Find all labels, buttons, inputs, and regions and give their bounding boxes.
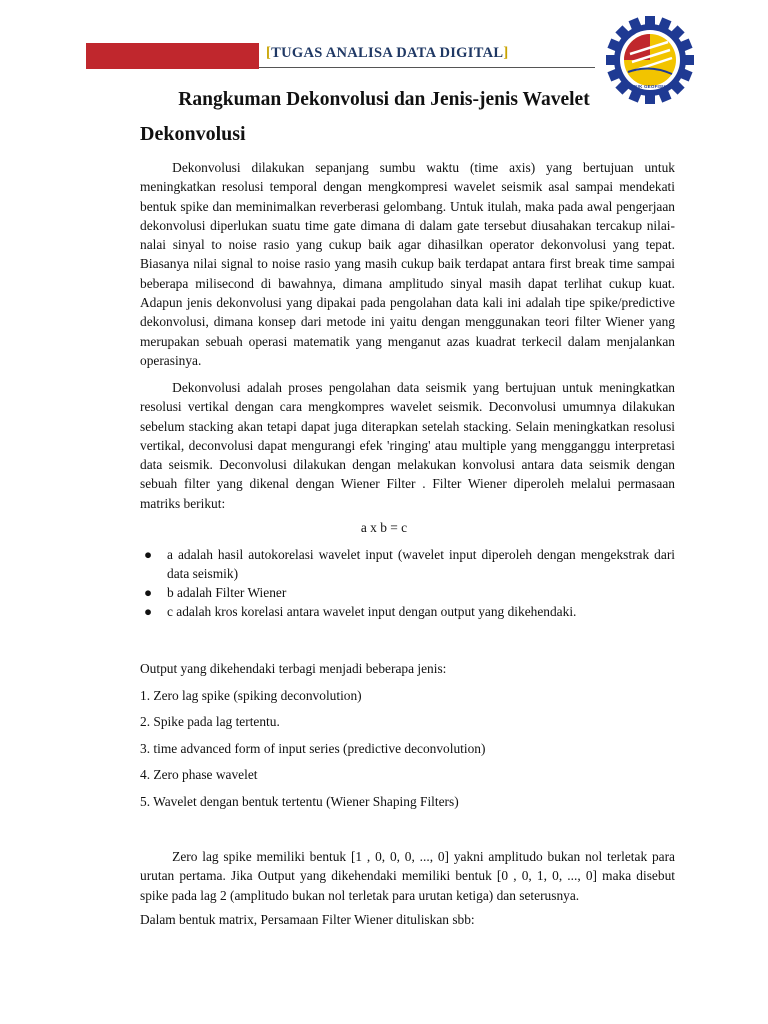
list-item: ● c adalah kros korelasi antara wavelet input dengan output yang dikehendaki. (144, 604, 577, 619)
bullet-icon: ● (144, 547, 153, 562)
list-item: 2. Spike pada lag tertentu. (140, 714, 280, 729)
paragraph-2: Dekonvolusi adalah proses pengolahan data seismik yang bertujuan untuk meningkatkan resolusi vertikal dengan cara mengkompres wavelet seismik. Deconvolusi umumnya dilakukan sebelum stacking akan tetapi dapat juga diterapkan setelah stacking. Selain meningkatkan resolusi vertikal, deconvolusi dapat mengurangi efek 'ringing' atau multiple yang mengganggu interpretasi data seismik. Deconvolusi dilakukan dengan melakukan konvolusi antara data seismik dengan sebuah filter yang dikenal dengan Wiener Filter . Filter Wiener diperoleh melalui permasaan matriks berikut: (140, 380, 675, 511)
bullet-icon: ● (144, 604, 153, 619)
paragraph-1: Dekonvolusi dilakukan sepanjang sumbu waktu (time axis) yang bertujuan untuk meningkatkan resolusi temporal dengan mengkompresi wavelet seismik asal sampai mendekati bentuk spike dan meminimalkan reverberasi gelombang. Untuk itulah, maka pada awal pengerjaan dekonvolusi diperlukan suatu time gate dimana di dalam gate tersebut diusahakan tercakup nilai-nalai sinyal to noise rasio yang cukup baik agar dihasilkan operator dekonvolusi yang tepat. Biasanya nilai signal to noise rasio yang masih cukup baik terdapat antara first break time sampai beberapa milisecond di bawahnya, dimana amplitudo sinyal masih dapat terlihat cukup kuat. Adapun jenis dekonvolusi yang dipakai pada pengolahan data kali ini adalah tipe spike/predictive dekonvolusi, dimana konsep dari metode ini yaitu dengan menggunakan teori filter Wiener yang merupakan sebuah operasi matematik yang menganut azas kuadrat terkecil dalam menjalankan operasinya. (140, 160, 675, 368)
document-title: Rangkuman Dekonvolusi dan Jenis-jenis Wavelet (178, 89, 590, 110)
equation: a x b = c (360, 520, 408, 535)
list-item: 4. Zero phase wavelet (140, 767, 258, 782)
list-item: 5. Wavelet dengan bentuk tertentu (Wiener Shaping Filters) (140, 794, 459, 809)
section-heading: Dekonvolusi (140, 123, 246, 145)
list-item: ● b adalah Filter Wiener (144, 585, 287, 600)
bullet-icon: ● (144, 585, 153, 600)
paragraph-3: Zero lag spike memiliki bentuk [1 , 0, 0, 0, ..., 0] yakni amplitudo bukan nol terletak para urutan pertama. Jika Output yang dikehendaki memiliki bentuk [0 , 0, 1, 0, ..., 0] maka disebut spike pada lag 2 (amplitudo bukan nol terletak para urutan ketiga) dan seterusnya. (140, 849, 675, 903)
header-bar (86, 43, 259, 69)
list-item: 3. time advanced form of input series (predictive deconvolution) (140, 741, 486, 756)
output-intro: Output yang dikehendaki terbagi menjadi beberapa jenis: (140, 661, 447, 676)
bullet-list (140, 545, 675, 621)
list-item: 1. Zero lag spike (spiking deconvolution) (140, 688, 362, 703)
header-rule (259, 67, 595, 68)
closing-line: Dalam bentuk matrix, Persamaan Filter Wiener dituliskan sbb: (140, 912, 475, 927)
header-title: [TUGAS ANALISA DATA DIGITAL] (266, 45, 509, 61)
list-item: ● a adalah hasil autokorelasi wavelet input (wavelet input diperoleh dengan mengekstrak dari data seismik) (144, 547, 675, 581)
logo-caption: TEKNIK GEOFISIKA ITS (624, 84, 680, 89)
